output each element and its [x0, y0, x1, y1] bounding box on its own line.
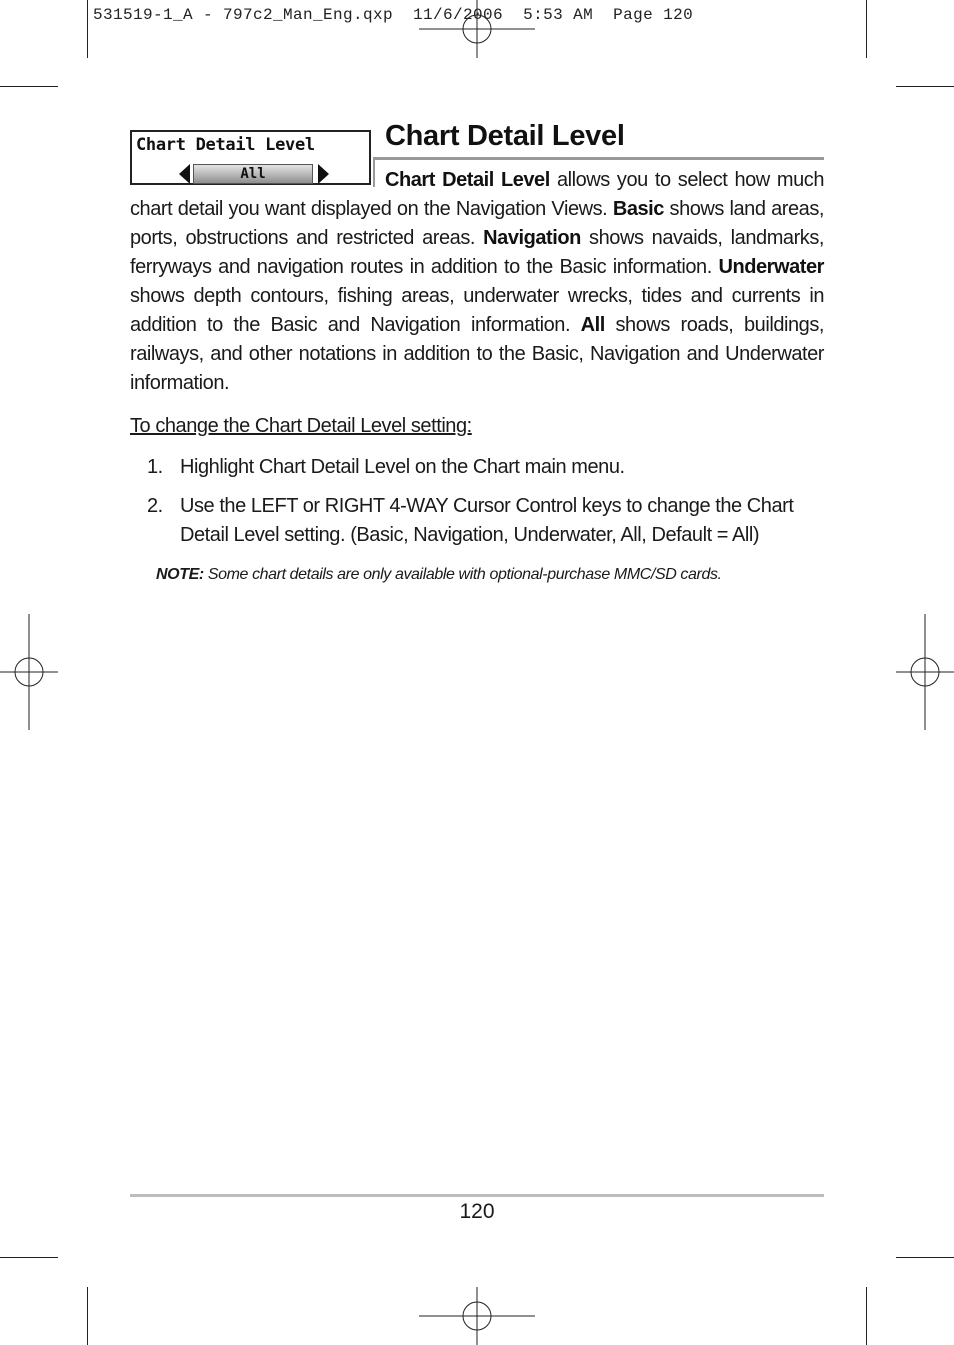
crop-mark — [0, 1257, 58, 1258]
note-label: NOTE: — [156, 566, 204, 583]
paragraph-text: shows depth contours, fishing areas, underwater wrecks, tides and currents in addition to the Basic and Navigation information. — [130, 285, 824, 336]
paragraph-text: shows land areas, ports, obstructions and restricted areas. — [130, 198, 824, 249]
print-slug: 531519-1_A - 797c2_Man_Eng.qxp 11/6/2006 5:53 AM Page 120 — [93, 6, 694, 24]
crop-mark — [0, 86, 58, 87]
crop-mark — [87, 0, 88, 58]
crop-mark — [866, 0, 867, 58]
crop-mark — [896, 1257, 954, 1258]
crop-mark — [866, 1287, 867, 1345]
description-paragraph — [130, 166, 824, 398]
registration-mark-icon — [419, 0, 535, 58]
paragraph-text: shows navaids, landmarks, ferryways and navigation routes in addition to the Basic information. — [130, 227, 824, 278]
step-number: 2. — [147, 495, 163, 517]
widget-title: Chart Detail Level — [136, 135, 315, 155]
registration-mark-icon — [896, 614, 954, 730]
registration-mark-icon — [0, 614, 58, 730]
term-navigation: Navigation — [483, 227, 581, 249]
crop-mark — [87, 1287, 88, 1345]
term-chart-detail-level: Chart Detail Level — [385, 169, 550, 191]
step-text: Use the LEFT or RIGHT 4-WAY Cursor Control keys to change the Chart Detail Level setting. (Basic, Navigation, Underwater, All, Default = All) — [180, 495, 794, 546]
note — [156, 566, 722, 584]
paragraph-text: allows you to select how much chart detail you want displayed on the Navigation Views. — [130, 169, 824, 220]
note-text: Some chart details are only available with optional-purchase MMC/SD cards. — [203, 566, 722, 583]
procedure-heading: To change the Chart Detail Level setting: — [130, 415, 472, 437]
registration-mark-icon — [419, 1287, 535, 1345]
term-basic: Basic — [612, 198, 664, 220]
step-number: 1. — [147, 456, 163, 478]
title-rule — [374, 157, 824, 160]
crop-mark — [896, 86, 954, 87]
section-title: Chart Detail Level — [385, 120, 625, 152]
widget-value: All — [193, 164, 313, 184]
footer-rule — [130, 1194, 824, 1197]
page-number: 120 — [459, 1200, 495, 1223]
paragraph-text: shows roads, buildings, railways, and other notations in addition to the Basic, Navigation and Underwater information. — [130, 314, 824, 394]
term-underwater: Underwater — [718, 256, 824, 278]
term-all: All — [580, 314, 605, 336]
step-text: Highlight Chart Detail Level on the Chart main menu. — [180, 456, 625, 478]
